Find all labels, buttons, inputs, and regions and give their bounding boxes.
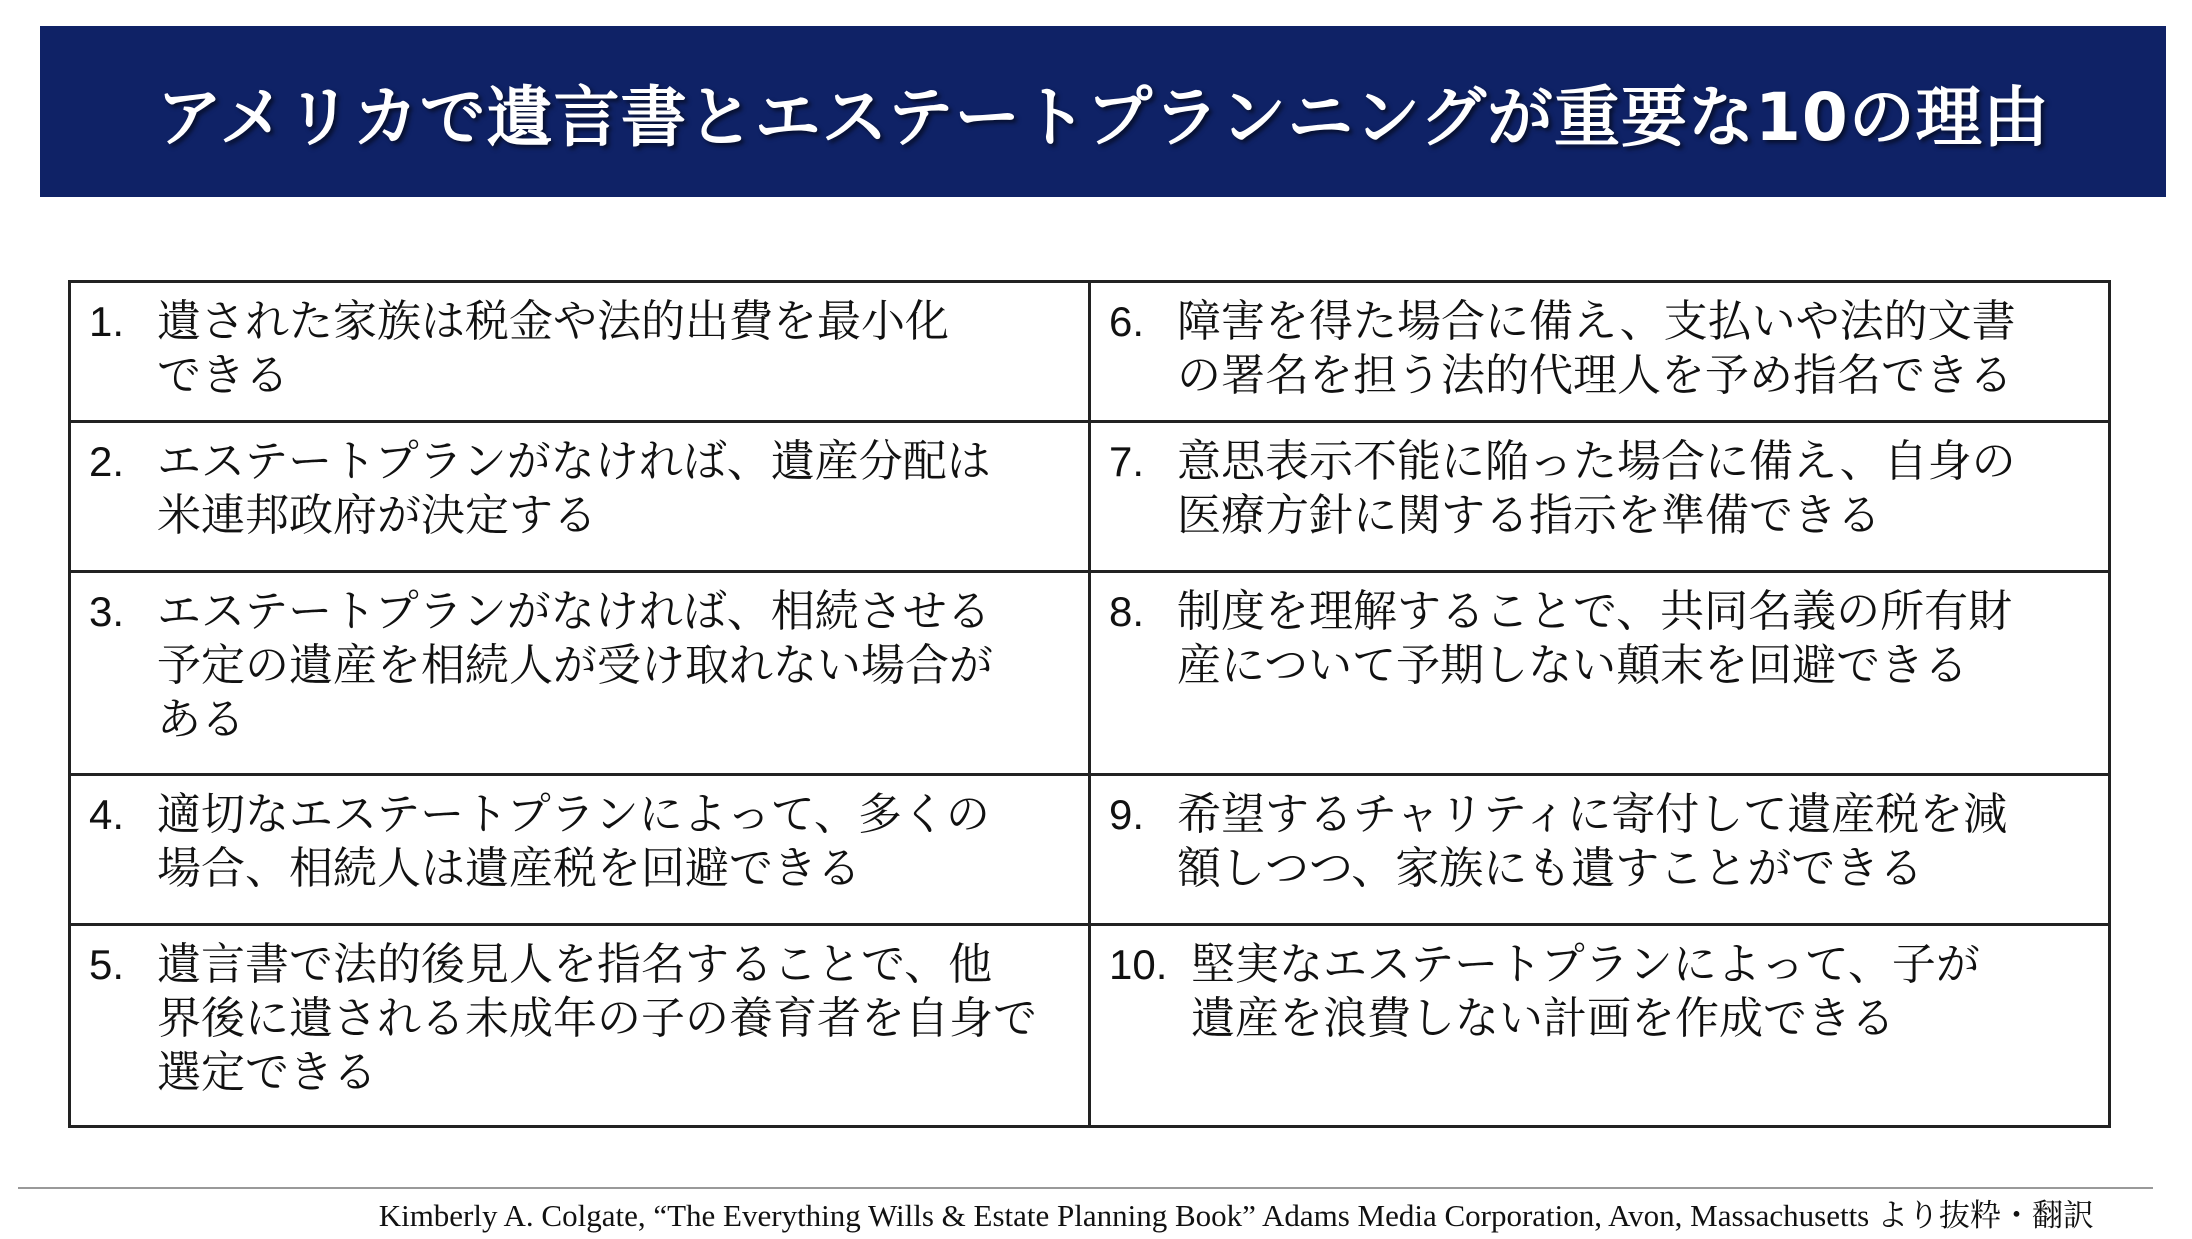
reason-text: 意思表示不能に陥った場合に備え、自身の 医療方針に関する指示を準備できる (1177, 436, 2016, 542)
reason-cell-3 (70, 572, 1090, 774)
reason-number: 5. (89, 940, 125, 988)
reason-cell-2 (70, 422, 1090, 572)
reason-text: エステートプランがなければ、相続させる 予定の遺産を相続人が受け取れない場合が ある (157, 586, 993, 746)
reason-number: 4. (89, 790, 125, 838)
reason-cell-8 (1090, 572, 2110, 774)
table-row (70, 282, 2110, 422)
reason-cell-9 (1090, 774, 2110, 924)
reason-text: 遺された家族は税金や法的出費を最小化 できる (157, 296, 949, 401)
reason-text: 遺言書で法的後見人を指名することで、他 界後に遺される未成年の子の養育者を自身で 選定できる (157, 938, 1037, 1098)
reason-number: 3. (89, 588, 125, 636)
reason-cell-6 (1090, 282, 2110, 422)
reason-number: 10. (1109, 940, 1168, 988)
source-citation: Kimberly A. Colgate, “The Everything Wills & Estate Planning Book” Adams Media Corporation, Avon, Massachusetts より抜粋・翻訳 (378, 1198, 2094, 1233)
reason-text: エステートプランがなければ、遺産分配は 米連邦政府が決定する (157, 436, 991, 542)
reason-cell-4 (70, 774, 1090, 924)
reason-text: 希望するチャリティに寄付して遺産税を減 額しつつ、家族にも遺すことができる (1177, 788, 2008, 894)
table-row (70, 924, 2110, 1126)
reason-number: 7. (1109, 438, 1145, 486)
reason-cell-1 (70, 282, 1090, 422)
reason-cell-7 (1090, 422, 2110, 572)
table-row (70, 572, 2110, 774)
slide-title: アメリカで遺言書とエステートプランニングが重要な10の理由 (156, 79, 2050, 156)
reason-number: 6. (1109, 298, 1145, 345)
reasons-table (68, 280, 2111, 1128)
reason-cell-10 (1090, 924, 2110, 1126)
footer-divider (18, 1187, 2153, 1189)
reason-number: 9. (1109, 790, 1145, 838)
reason-text: 障害を得た場合に備え、支払いや法的文書 の署名を担う法的代理人を予め指名できる (1177, 296, 2016, 401)
table-row (70, 422, 2110, 572)
reason-number: 2. (89, 438, 125, 486)
reason-cell-5 (70, 924, 1090, 1126)
reason-number: 8. (1109, 588, 1145, 636)
title-banner (40, 26, 2166, 197)
table-row (70, 774, 2110, 924)
reason-text: 堅実なエステートプランによって、子が 遺産を浪費しない計画を作成できる (1191, 938, 1980, 1044)
reason-number: 1. (89, 298, 125, 345)
reason-text: 制度を理解することで、共同名義の所有財 産について予期しない顛末を回避できる (1177, 586, 2013, 692)
reason-text: 適切なエステートプランによって、多くの 場合、相続人は遺産税を回避できる (157, 788, 990, 894)
